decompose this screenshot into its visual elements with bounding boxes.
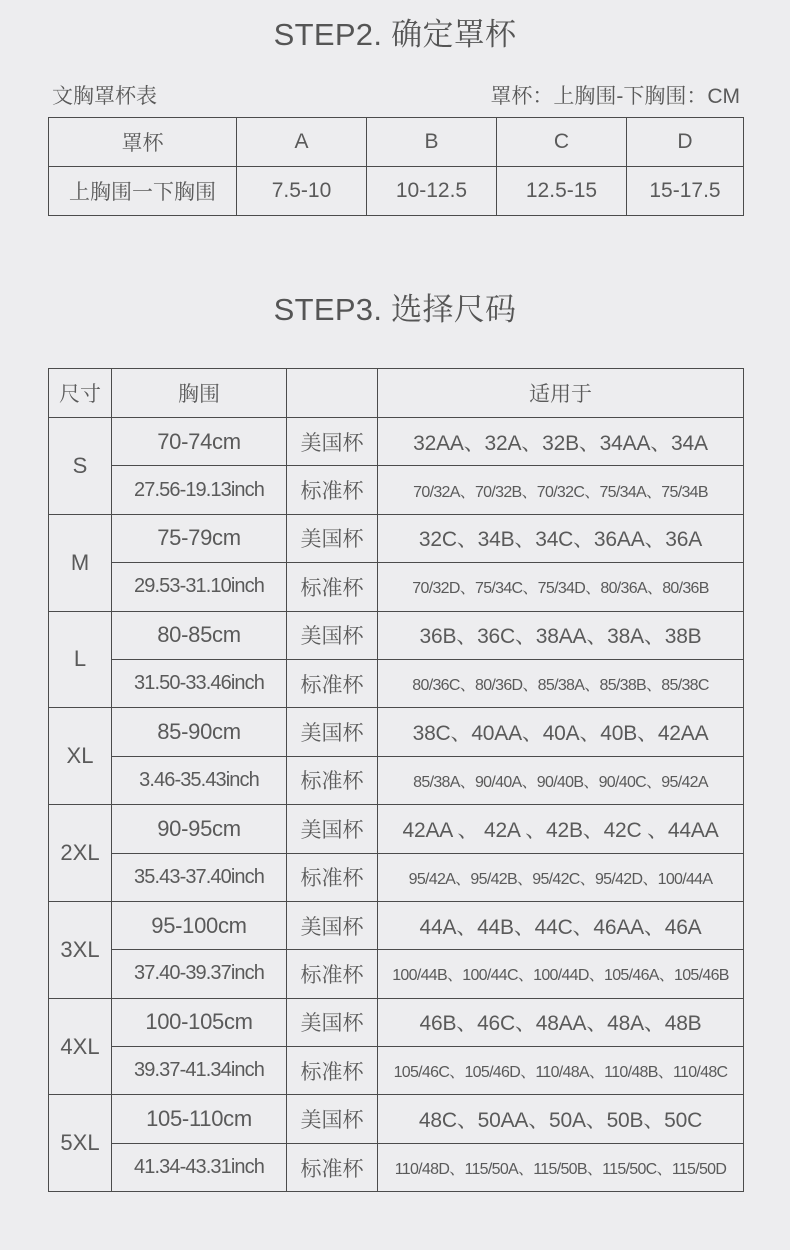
cup-type-standard: 标准杯 [287,950,378,998]
header-fit: 适用于 [378,369,744,418]
size-table-header-row [49,369,744,418]
header-cup-type [287,369,378,418]
standard-cup-sizes: 95/42A、95/42B、95/42C、95/42D、100/44A [378,853,744,901]
us-cup-sizes: 32AA、32A、32B、34AA、34A [378,418,744,466]
size-row-standard [49,466,744,514]
size-row-us [49,998,744,1046]
cup-header-a: A [237,118,367,167]
cup-value-d: 15-17.5 [627,167,744,216]
cup-type-us: 美国杯 [287,998,378,1046]
size-label: XL [49,708,112,805]
standard-cup-sizes: 105/46C、105/46D、110/48A、110/48B、110/48C [378,1047,744,1095]
cup-type-standard: 标准杯 [287,466,378,514]
standard-cup-sizes: 110/48D、115/50A、115/50B、115/50C、115/50D [378,1143,744,1191]
bust-cm: 80-85cm [112,611,287,659]
size-row-us [49,514,744,562]
bust-inch: 37.40-39.37inch [112,950,287,998]
size-row-us [49,611,744,659]
cup-row-label: 上胸围一下胸围 [49,167,237,216]
us-cup-sizes: 32C、34B、34C、36AA、36A [378,514,744,562]
standard-cup-sizes: 100/44B、100/44C、100/44D、105/46A、105/46B [378,950,744,998]
size-row-standard [49,1047,744,1095]
size-label: S [49,418,112,515]
bust-inch: 41.34-43.31inch [112,1143,287,1191]
cup-header-d: D [627,118,744,167]
cup-type-us: 美国杯 [287,1095,378,1143]
size-row-standard [49,1143,744,1191]
cup-type-standard: 标准杯 [287,853,378,901]
standard-cup-sizes: 70/32A、70/32B、70/32C、75/34A、75/34B [378,466,744,514]
bust-cm: 100-105cm [112,998,287,1046]
cup-type-us: 美国杯 [287,708,378,756]
size-label: M [49,514,112,611]
step2-title: STEP2. 确定罩杯 [273,17,517,52]
size-row-standard [49,853,744,901]
header-size: 尺寸 [49,369,112,418]
standard-cup-sizes: 70/32D、75/34C、75/34D、80/36A、80/36B [378,563,744,611]
size-table [48,368,744,1192]
bust-inch: 3.46-35.43inch [112,756,287,804]
us-cup-sizes: 42AA 、 42A 、42B、42C 、44AA [378,805,744,853]
size-row-us [49,708,744,756]
bust-inch: 29.53-31.10inch [112,563,287,611]
bust-cm: 95-100cm [112,901,287,949]
standard-cup-sizes: 85/38A、90/40A、90/40B、90/40C、95/42A [378,756,744,804]
cup-value-b: 10-12.5 [367,167,497,216]
cup-table [48,117,744,216]
size-label: L [49,611,112,708]
size-row-us [49,805,744,853]
standard-cup-sizes: 80/36C、80/36D、85/38A、85/38B、85/38C [378,659,744,707]
cup-table-header-row [49,118,744,167]
bust-cm: 85-90cm [112,708,287,756]
cup-type-us: 美国杯 [287,901,378,949]
bust-cm: 90-95cm [112,805,287,853]
size-row-standard [49,950,744,998]
us-cup-sizes: 36B、36C、38AA、38A、38B [378,611,744,659]
us-cup-sizes: 38C、40AA、40A、40B、42AA [378,708,744,756]
bust-inch: 39.37-41.34inch [112,1047,287,1095]
size-label: 3XL [49,901,112,998]
bust-inch: 31.50-33.46inch [112,659,287,707]
size-row-standard [49,563,744,611]
size-row-standard [49,659,744,707]
cup-header-c: C [497,118,627,167]
size-row-us [49,418,744,466]
size-row-us [49,1095,744,1143]
cup-type-us: 美国杯 [287,418,378,466]
cup-header-b: B [367,118,497,167]
bust-cm: 105-110cm [112,1095,287,1143]
step3-title: STEP3. 选择尺码 [273,292,517,327]
cup-type-standard: 标准杯 [287,756,378,804]
cup-value-a: 7.5-10 [237,167,367,216]
us-cup-sizes: 44A、44B、44C、46AA、46A [378,901,744,949]
cup-type-us: 美国杯 [287,805,378,853]
bust-cm: 70-74cm [112,418,287,466]
size-row-standard [49,756,744,804]
cup-type-standard: 标准杯 [287,1143,378,1191]
us-cup-sizes: 48C、50AA、50A、50B、50C [378,1095,744,1143]
cup-value-c: 12.5-15 [497,167,627,216]
cup-type-standard: 标准杯 [287,1047,378,1095]
cup-formula-note: 罩杯：上胸围-下胸围：CM [490,85,740,108]
bust-cm: 75-79cm [112,514,287,562]
size-label: 2XL [49,805,112,902]
size-label: 5XL [49,1095,112,1192]
cup-type-standard: 标准杯 [287,659,378,707]
cup-type-us: 美国杯 [287,514,378,562]
cup-header-label: 罩杯 [49,118,237,167]
us-cup-sizes: 46B、46C、48AA、48A、48B [378,998,744,1046]
size-row-us [49,901,744,949]
size-label: 4XL [49,998,112,1095]
header-bust: 胸围 [112,369,287,418]
cup-table-value-row [49,167,744,216]
cup-table-label: 文胸罩杯表 [52,85,157,108]
cup-type-standard: 标准杯 [287,563,378,611]
bust-inch: 35.43-37.40inch [112,853,287,901]
bust-inch: 27.56-19.13inch [112,466,287,514]
cup-type-us: 美国杯 [287,611,378,659]
